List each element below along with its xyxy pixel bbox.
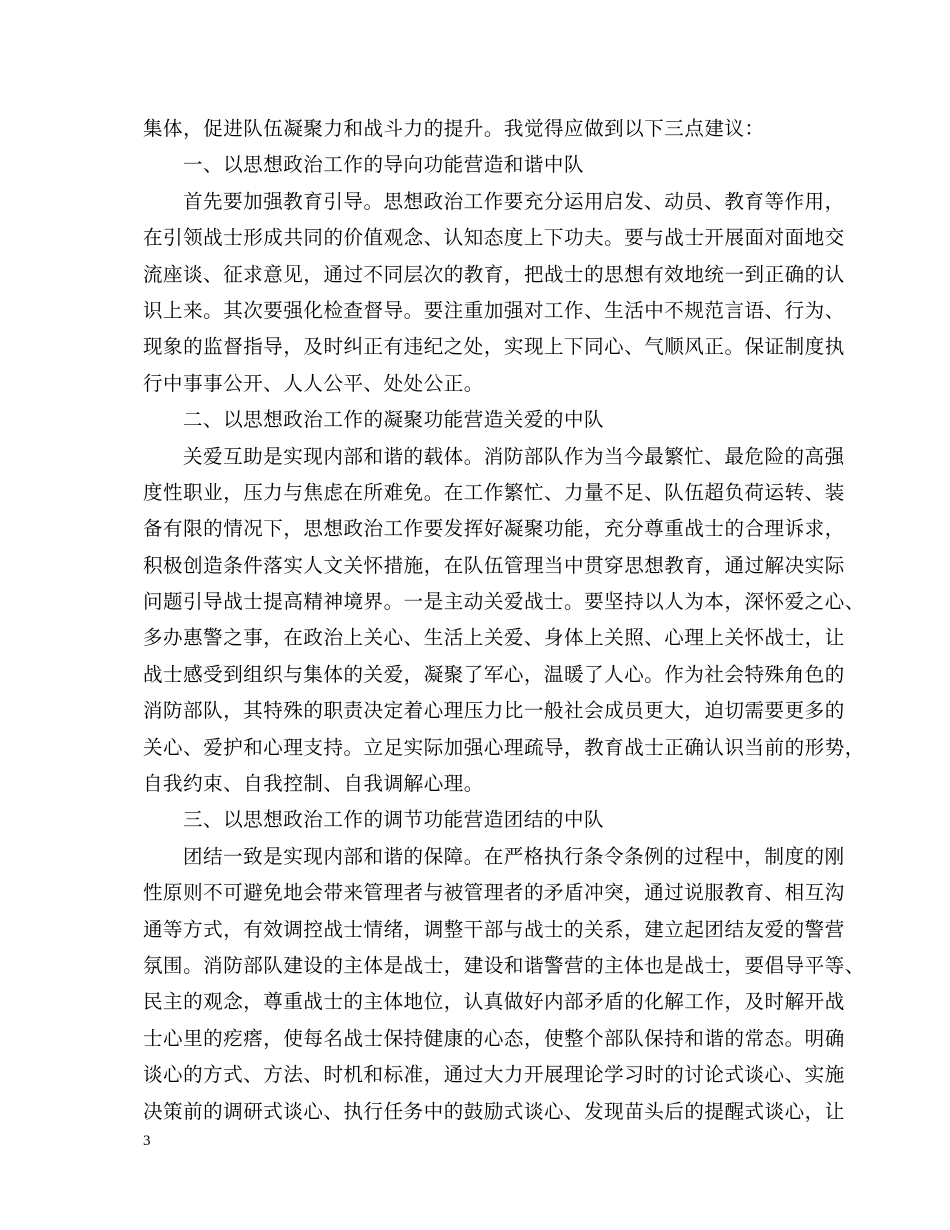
document-body [143,111,865,1130]
text-line: 民主的观念，尊重战士的主体地位，认真做好内部矛盾的化解工作，及时解开战 [143,990,845,1014]
text-line: 流座谈、征求意见，通过不同层次的教育，把战士的思想有效地统一到正确的认 [143,262,845,286]
text-line: 团结一致是实现内部和谐的保障。在严格执行条令条例的过程中，制度的刚 [183,844,845,868]
text-line: 三、以思想政治工作的调节功能营造团结的中队 [183,808,605,832]
text-line: 度性职业，压力与焦虑在所难免。在工作繁忙、力量不足、队伍超负荷运转、装 [143,480,845,504]
text-line: 行中事事公开、人人公平、处处公正。 [143,371,484,395]
text-line: 消防部队，其特殊的职责决定着心理压力比一般社会成员更大，迫切需要更多的 [143,699,845,723]
text-line: 备有限的情况下，思想政治工作要发挥好凝聚功能，充分尊重战士的合理诉求， [143,517,845,541]
text-line: 多办惠警之事，在政治上关心、生活上关爱、身体上关照、心理上关怀战士，让 [143,626,845,650]
text-line: 集体，促进队伍凝聚力和战斗力的提升。我觉得应做到以下三点建议： [143,117,765,140]
text-line: 在引领战士形成共同的价值观念、认知态度上下功夫。要与战士开展面对面地交 [143,226,845,250]
text-line: 自我约束、自我控制、自我调解心理。 [143,772,484,796]
text-line: 积极创造条件落实人文关怀措施，在队伍管理当中贯穿思想教育，通过解决实际 [143,553,845,577]
text-line: 一、以思想政治工作的导向功能营造和谐中队 [183,153,585,177]
text-line: 战士感受到组织与集体的关爱，凝聚了军心，温暖了人心。作为社会特殊角色的 [143,662,845,686]
text-line: 识上来。其次要强化检查督导。要注重加强对工作、生活中不规范言语、行为、 [143,298,845,322]
text-line: 关爱互助是实现内部和谐的载体。消防部队作为当今最繁忙、最危险的高强 [183,444,845,468]
page-number: 3 [143,1133,151,1149]
text-line: 决策前的调研式谈心、执行任务中的鼓励式谈心、发现苗头后的提醒式谈心，让 [143,1099,845,1123]
text-line: 二、以思想政治工作的凝聚功能营造关爱的中队 [183,408,605,432]
text-line: 首先要加强教育引导。思想政治工作要充分运用启发、动员、教育等作用， [183,189,845,213]
text-line: 氛围。消防部队建设的主体是战士，建设和谐警营的主体也是战士，要倡导平等、 [143,953,865,977]
text-line: 关心、爱护和心理支持。立足实际加强心理疏导，教育战士正确认识当前的形势， [143,735,865,759]
text-line: 问题引导战士提高精神境界。一是主动关爱战士。要坚持以人为本，深怀爱之心、 [143,590,865,614]
text-line: 通等方式，有效调控战士情绪，调整干部与战士的关系，建立起团结友爱的警营 [143,917,845,941]
text-line: 性原则不可避免地会带来管理者与被管理者的矛盾冲突，通过说服教育、相互沟 [143,881,845,905]
text-line: 谈心的方式、方法、时机和标准，通过大力开展理论学习时的讨论式谈心、实施 [143,1063,845,1087]
text-line: 士心里的疙瘩，使每名战士保持健康的心态，使整个部队保持和谐的常态。明确 [143,1026,845,1050]
text-line: 现象的监督指导，及时纠正有违纪之处，实现上下同心、气顺风正。保证制度执 [143,335,845,359]
